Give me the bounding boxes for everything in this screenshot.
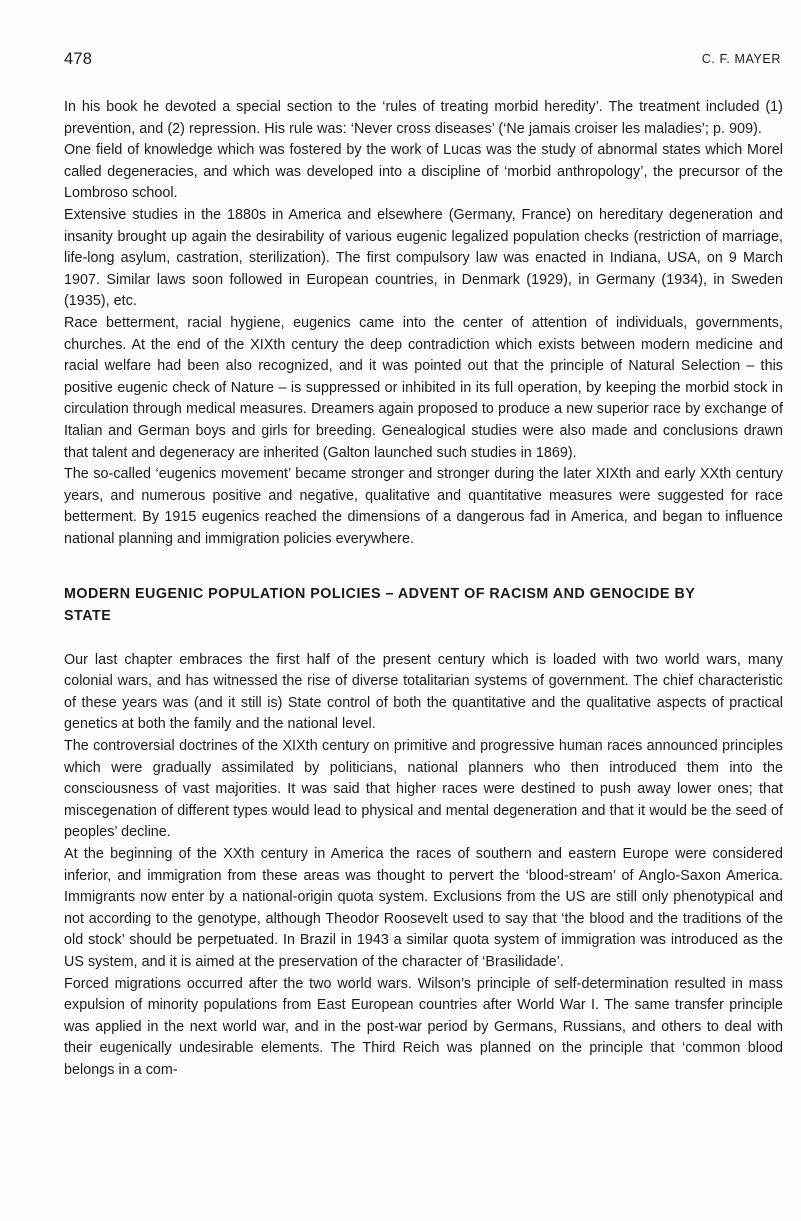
paragraph: Race betterment, racial hygiene, eugenics came into the center of attention of individuals, governments, churches. At the end of the XIXth century the deep contradiction which exists between modern medicine and racial welfare had been also recognized, and it was pointed out that the principle of Natural Selection – this positive eugenic check of Nature – is suppressed or inhibited in its full operation, by keeping the morbid stock in circulation through medical measures. Dreamers again proposed to produce a new superior race by exchange of Italian and German boys and girls for breeding. Genealogical studies were also made and conclusions drawn that talent and degeneracy are inherited (Galton launched such studies in 1869).	[64, 314, 783, 461]
paragraph: One field of knowledge which was fostered by the work of Lucas was the study of abnormal states which Morel called degeneracies, and which was developed into a discipline of ‘morbid anthropology’, the precursor of the Lombroso school.	[64, 142, 783, 202]
paragraph: The controversial doctrines of the XIXth century on primitive and progressive human races announced principles which were gradually assimilated by politicians, national planners who then introduced them into the consciousness of vast majorities. It was said that higher races were destined to push away lower ones; that miscegenation of different types would lead to physical and mental degeneration and that it would be the seed of peoples’ decline.	[64, 738, 783, 841]
section-heading: MODERN EUGENIC POPULATION POLICIES – ADVENT OF RACISM AND GENOCIDE BY STATE	[64, 586, 696, 625]
running-head-author: C. F. MAYER	[701, 52, 781, 66]
paragraph: The so-called ‘eugenics movement’ became stronger and stronger during the later XIXth and early XXth century years, and numerous positive and negative, qualitative and quantitative measures were suggested for race betterment. By 1915 eugenics reached the dimensions of a dangerous fad in America, and began to influence national planning and immigration policies everywhere.	[64, 466, 783, 547]
running-head	[64, 50, 781, 72]
paragraph: In his book he devoted a special section to the ‘rules of treating morbid heredity’. The treatment included (1) prevention, and (2) repression. His rule was: ‘Never cross diseases’ (‘Ne jamais croiser les maladies’; p. 909).	[64, 99, 783, 137]
page-number: 478	[64, 50, 93, 68]
paragraph: At the beginning of the XXth century in America the races of southern and eastern Europe were considered inferior, and immigration from these areas was thought to pervert the ‘blood-stream’ of Anglo-Saxon America. Immigrants now enter by a national-origin quota system. Exclusions from the US are still only phenotypical and not according to the genotype, although Theodor Roosevelt used to say that ‘the blood and the traditions of the old stock’ should be perpetuated. In Brazil in 1943 a similar quota system of immigration was introduced as the US system, and it is aimed at the preservation of the character of ‘Brasilidade’.	[64, 846, 783, 970]
paragraph: Extensive studies in the 1880s in America and elsewhere (Germany, France) on hereditary degeneration and insanity brought up again the desirability of various eugenic legalized population checks (restriction of marriage, life-long asylum, castration, sterilization). The first compulsory law was enacted in Indiana, USA, on 9 March 1907. Similar laws soon followed in European countries, in Denmark (1929), in Germany (1934), in Sweden (1935), etc.	[64, 206, 783, 310]
paragraph: Our last chapter embraces the first half of the present century which is loaded with two world wars, many colonial wars, and has witnessed the rise of diverse totalitarian systems of government. The chief characteristic of these years was (and it still is) State control of both the quantitative and the qualitative aspects of practical genetics at both the family and the national level.	[64, 651, 783, 733]
body-text	[64, 97, 783, 1082]
paragraph: Forced migrations occurred after the two world wars. Wilson’s principle of self-determination resulted in mass expulsion of minority populations from East European countries after World War I. The same transfer principle was applied in the next world war, and in the post-war period by Germans, Russians, and others to deal with their eugenically undesirable elements. The Third Reich was planned on the principle that ‘common blood belongs in a com-	[64, 975, 783, 1078]
